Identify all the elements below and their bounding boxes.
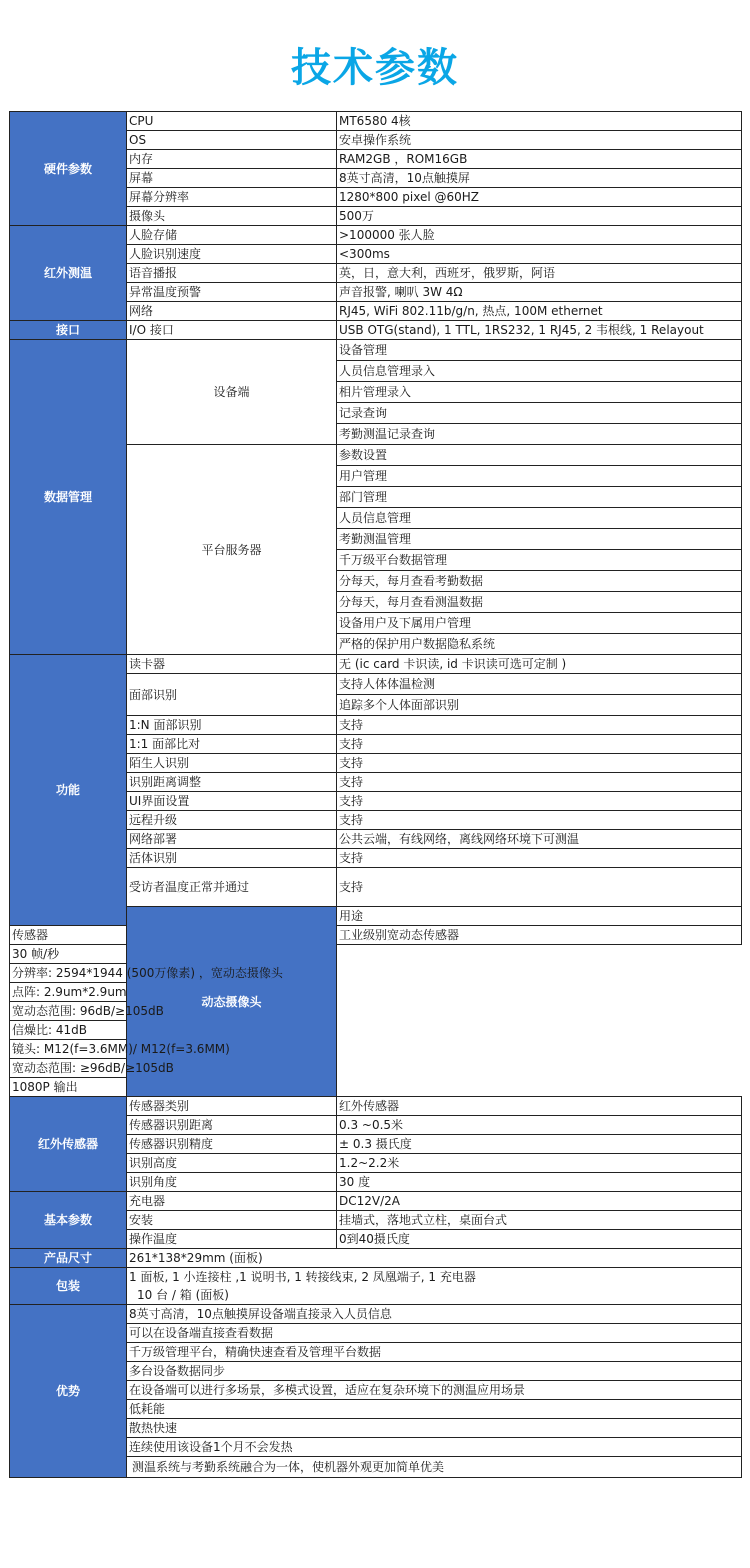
category-ir-sensor: 红外传感器 <box>10 1097 127 1192</box>
spec-value: 无 (ic card 卡识读, id 卡识读可选可定制 ) <box>337 655 742 674</box>
spec-line: 多台设备数据同步 <box>127 1362 742 1381</box>
spec-key: 屏幕 <box>127 169 337 188</box>
category-data-mgmt: 数据管理 <box>10 340 127 655</box>
spec-key: 网络 <box>127 302 337 321</box>
spec-key: OS <box>127 131 337 150</box>
spec-value: 记录查询 <box>337 403 742 424</box>
spec-key: 网络部署 <box>127 830 337 849</box>
spec-value: 支持 <box>337 716 742 735</box>
spec-value: 支持 <box>337 754 742 773</box>
spec-line: 测温系统与考勤系统融合为一体，使机器外观更加简单优美 <box>127 1457 742 1478</box>
spec-line: 分辨率: 2594*1944 (500万像素) ，宽动态摄像头 <box>10 964 337 983</box>
table-row <box>10 1040 742 1059</box>
spec-line: 1 面板, 1 小连接柱 ,1 说明书, 1 转接线束, 2 凤凰端子, 1 充电器 <box>127 1268 742 1287</box>
spec-line: 镜头: M12(f=3.6MM)/ M12(f=3.6MM) <box>10 1040 337 1059</box>
spec-value: MT6580 4核 <box>337 112 742 131</box>
spec-key: 识别角度 <box>127 1173 337 1192</box>
spec-table <box>9 111 742 1478</box>
spec-value: 声音报警, 喇叭 3W 4Ω <box>337 283 742 302</box>
spec-value: 支持 <box>337 735 742 754</box>
spec-key: 活体识别 <box>127 849 337 868</box>
table-row <box>10 321 742 340</box>
table-row <box>10 1021 742 1040</box>
spec-line: 散热快速 <box>127 1419 742 1438</box>
spec-line: 10 台 / 箱 (面板) <box>127 1286 742 1305</box>
spec-line: 点阵: 2.9um*2.9um <box>10 983 337 1002</box>
spec-value: 考勤测温记录查询 <box>337 424 742 445</box>
table-row <box>10 945 742 964</box>
spec-key: CPU <box>127 112 337 131</box>
spec-value: 设备用户及下属用户管理 <box>337 613 742 634</box>
spec-key: 识别距离调整 <box>127 773 337 792</box>
spec-value: 1.2~2.2米 <box>337 1154 742 1173</box>
table-row <box>10 983 742 1002</box>
spec-line: 宽动态范围: ≥96dB/≥105dB <box>10 1059 337 1078</box>
category-interface: 接口 <box>10 321 127 340</box>
spec-key: 摄像头 <box>127 207 337 226</box>
spec-key: 人脸存储 <box>127 226 337 245</box>
spec-value: 英，日，意大利，西班牙，俄罗斯，阿语 <box>337 264 742 283</box>
spec-value: 支持 <box>337 811 742 830</box>
spec-value: 挂墙式，落地式立柱，桌面台式 <box>337 1211 742 1230</box>
subcategory-platform: 平台服务器 <box>127 445 337 655</box>
spec-line: 8英寸高清，10点触摸屏设备端直接录入人员信息 <box>127 1305 742 1324</box>
spec-value: 严格的保护用户数据隐私系统 <box>337 634 742 655</box>
spec-key: 操作温度 <box>127 1230 337 1249</box>
table-row <box>10 1097 742 1116</box>
spec-line: 信燥比: 41dB <box>10 1021 337 1040</box>
spec-key: 陌生人识别 <box>127 754 337 773</box>
spec-value: 人员信息管理 <box>337 508 742 529</box>
spec-value: 追踪多个人体面部识别 <box>337 695 742 716</box>
spec-key: 人脸识别速度 <box>127 245 337 264</box>
table-row <box>10 1192 742 1211</box>
page-title: 技术参数 <box>291 45 459 91</box>
table-row <box>10 926 742 945</box>
spec-value: 千万级平台数据管理 <box>337 550 742 571</box>
category-packing: 包装 <box>10 1268 127 1305</box>
category-size: 产品尺寸 <box>10 1249 127 1268</box>
spec-value: RAM2GB ，ROM16GB <box>337 150 742 169</box>
spec-value: 用户管理 <box>337 466 742 487</box>
spec-value: 支持 <box>337 792 742 811</box>
spec-value: 公共云端，有线网络，离线网络环境下可测温 <box>337 830 742 849</box>
spec-key: 充电器 <box>127 1192 337 1211</box>
spec-line: 261*138*29mm (面板) <box>127 1249 742 1268</box>
spec-value: 部门管理 <box>337 487 742 508</box>
spec-key: 1:N 面部识别 <box>127 716 337 735</box>
spec-line: 30 帧/秒 <box>10 945 337 964</box>
spec-value: 人员信息管理录入 <box>337 361 742 382</box>
spec-line: 低耗能 <box>127 1400 742 1419</box>
spec-key: 内存 <box>127 150 337 169</box>
spec-line: 宽动态范围: 96dB/≥105dB <box>10 1002 337 1021</box>
spec-value: USB OTG(stand), 1 TTL, 1RS232, 1 RJ45, 2 韦根线, 1 Relayout <box>337 321 742 340</box>
spec-value: 红外传感器 <box>337 1097 742 1116</box>
table-row <box>10 1249 742 1268</box>
spec-key: 识别高度 <box>127 1154 337 1173</box>
spec-value: 分每天，每月查看测温数据 <box>337 592 742 613</box>
spec-key: 传感器类别 <box>127 1097 337 1116</box>
table-row <box>10 655 742 674</box>
spec-value: 支持 <box>337 868 742 907</box>
spec-key: 屏幕分辨率 <box>127 188 337 207</box>
spec-line: 在设备端可以进行多场景，多模式设置，适应在复杂环境下的测温应用场景 <box>127 1381 742 1400</box>
spec-line: 可以在设备端直接查看数据 <box>127 1324 742 1343</box>
category-hardware: 硬件参数 <box>10 112 127 226</box>
spec-key: 面部识别 <box>127 674 337 716</box>
spec-value: 0.3 ~0.5米 <box>337 1116 742 1135</box>
spec-key: 传感器识别精度 <box>127 1135 337 1154</box>
subcategory-device: 设备端 <box>127 340 337 445</box>
table-row <box>10 1305 742 1324</box>
table-row <box>10 964 742 983</box>
category-functions: 功能 <box>10 655 127 926</box>
table-row <box>10 1002 742 1021</box>
spec-value: 支持 <box>337 773 742 792</box>
spec-key: 异常温度预警 <box>127 283 337 302</box>
spec-value: 8英寸高清，10点触摸屏 <box>337 169 742 188</box>
spec-value: 安卓操作系统 <box>337 131 742 150</box>
table-row <box>10 1268 742 1287</box>
table-row <box>10 1059 742 1078</box>
spec-key: 远程升级 <box>127 811 337 830</box>
spec-value: RJ45, WiFi 802.11b/g/n, 热点, 100M ethernet <box>337 302 742 321</box>
spec-value: 0到40摄氏度 <box>337 1230 742 1249</box>
spec-line: 千万级管理平台，精确快速查看及管理平台数据 <box>127 1343 742 1362</box>
spec-value: ± 0.3 摄氏度 <box>337 1135 742 1154</box>
spec-key: 读卡器 <box>127 655 337 674</box>
spec-value: 支持人体体温检测 <box>337 674 742 695</box>
spec-value: 工业级别宽动态传感器 <box>337 926 742 945</box>
spec-line: 1080P 输出 <box>10 1078 337 1097</box>
spec-value: 设备管理 <box>337 340 742 361</box>
spec-value: 500万 <box>337 207 742 226</box>
spec-value: DC12V/2A <box>337 1192 742 1211</box>
spec-value: >100000 张人脸 <box>337 226 742 245</box>
spec-key: 1:1 面部比对 <box>127 735 337 754</box>
spec-value: 1280*800 pixel @60HZ <box>337 188 742 207</box>
spec-key: 用途 <box>337 907 742 926</box>
spec-key: 受访者温度正常并通过 <box>127 868 337 907</box>
category-ir-temp: 红外测温 <box>10 226 127 321</box>
spec-value: 分每天，每月查看考勤数据 <box>337 571 742 592</box>
spec-value: 参数设置 <box>337 445 742 466</box>
category-basic: 基本参数 <box>10 1192 127 1249</box>
spec-key: 传感器识别距离 <box>127 1116 337 1135</box>
spec-key: 语音播报 <box>127 264 337 283</box>
spec-key: 安装 <box>127 1211 337 1230</box>
category-camera: 动态摄像头 <box>127 907 337 1097</box>
spec-key: UI界面设置 <box>127 792 337 811</box>
spec-value: <300ms <box>337 245 742 264</box>
spec-value: 30 度 <box>337 1173 742 1192</box>
category-advantages: 优势 <box>10 1305 127 1478</box>
spec-value: 相片管理录入 <box>337 382 742 403</box>
table-row <box>10 112 742 131</box>
spec-key: I/O 接口 <box>127 321 337 340</box>
table-row <box>10 1078 742 1097</box>
spec-key: 传感器 <box>10 926 127 945</box>
spec-value: 支持 <box>337 849 742 868</box>
spec-line: 连续使用该设备1个月不会发热 <box>127 1438 742 1457</box>
spec-value: 考勤测温管理 <box>337 529 742 550</box>
table-row <box>10 226 742 245</box>
table-row <box>10 340 742 361</box>
